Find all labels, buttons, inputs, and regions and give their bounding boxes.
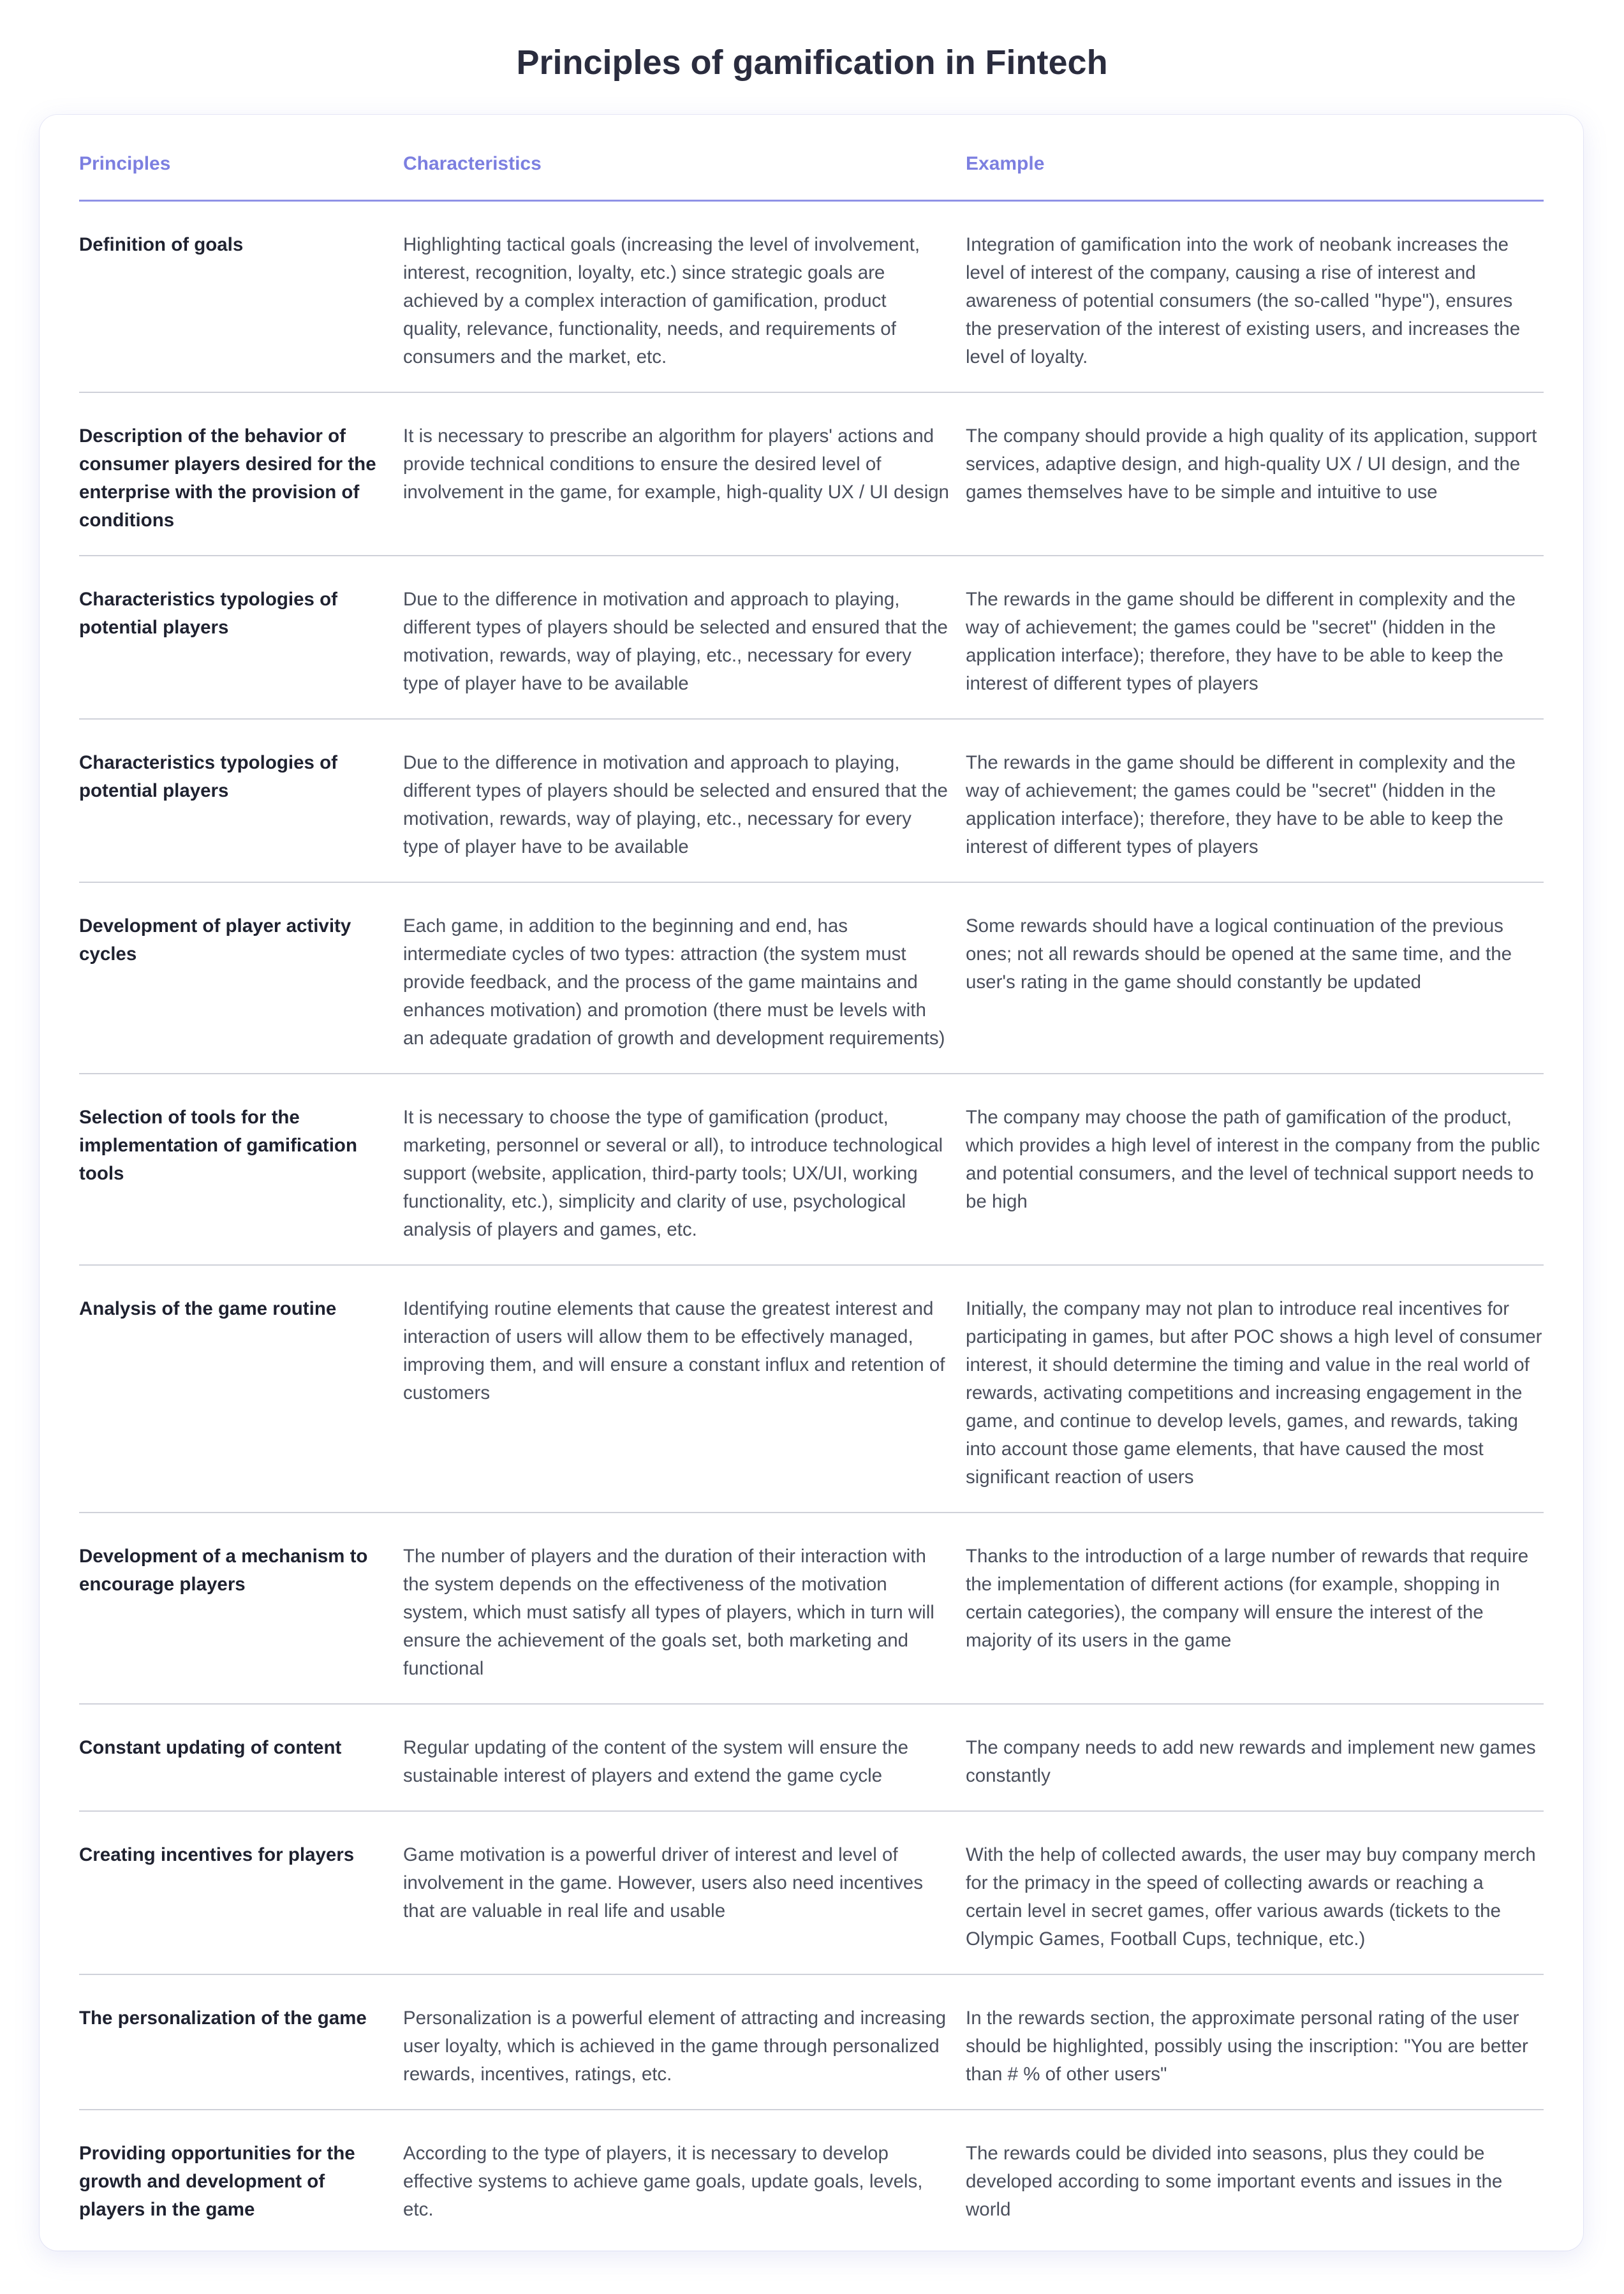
principle-cell: Constant updating of content: [79, 1704, 403, 1811]
example-cell: Some rewards should have a logical continuation of the previous ones; not all rewards should be opened at the same time, and the user's rating in the game should constantly be updated: [966, 882, 1544, 1074]
example-cell: The company may choose the path of gamification of the product, which provides a high level of interest in the company from the public and potential consumers, and the level of technical support needs to be high: [966, 1074, 1544, 1265]
characteristics-cell: According to the type of players, it is necessary to develop effective systems to achieve game goals, update goals, levels, etc.: [403, 2142, 923, 2220]
table-row: [79, 556, 1544, 719]
principle-cell: Description of the behavior of consumer players desired for the enterprise with the provision of conditions: [79, 392, 403, 556]
characteristics-cell: Highlighting tactical goals (increasing the level of involvement, interest, recognition, loyalty, etc.) since strategic goals are achieved by a complex interaction of gamification, product quality, relevance, functionality, needs, and requirements of consumers and the market, etc.: [403, 200, 966, 392]
principle-cell: The personalization of the game: [79, 1974, 403, 2110]
principle-cell: Characteristics typologies of potential players: [79, 556, 403, 719]
characteristics-cell: Personalization is a powerful element of attracting and increasing user loyalty, which is achieved in the game through personalized rewards, incentives, ratings, etc.: [403, 1974, 966, 2110]
example-cell: With the help of collected awards, the user may buy company merch for the primacy in the speed of collecting awards or reaching a certain level in secret games, offer various awards (tickets to the Olympic Games, Football Cups, technique, etc.): [966, 1811, 1544, 1974]
column-header-characteristics: Characteristics: [403, 115, 966, 200]
table-body: [79, 200, 1544, 2244]
table-row: [79, 1265, 1544, 1513]
characteristics-cell: Each game, in addition to the beginning and end, has intermediate cycles of two types: attraction (the system must provide feedback, and the process of the game maintains and enhances motivation) and promotion (there must be levels with an adequate gradation of growth and development requirements): [403, 882, 966, 1074]
characteristics-cell: It is necessary to choose the type of gamification (product, marketing, personnel or several or all), to introduce technological support (website, application, third-party tools; UX/UI, working functionality, etc.), simplicity and clarity of use, psychological analysis of players and games, etc.: [403, 1074, 966, 1265]
column-header-example: Example: [966, 115, 1544, 200]
principle-cell: Definition of goals: [79, 200, 403, 392]
table-row: [79, 392, 1544, 556]
example-cell: In the rewards section, the approximate personal rating of the user should be highlighted, possibly using the inscription: "You are better than # % of other users": [966, 1974, 1544, 2110]
example-cell: The company should provide a high quality of its application, support services, adaptive design, and high-quality UX / UI design, and the games themselves have to be simple and intuitive to use: [966, 392, 1544, 556]
example-cell: The rewards in the game should be different in complexity and the way of achievement; the games could be "secret" (hidden in the application interface); therefore, they have to be able to keep the interest of different types of players: [966, 556, 1544, 719]
example-cell: Thanks to the introduction of a large number of rewards that require the implementation of different actions (for example, shopping in certain categories), the company will ensure the interest of the majority of its users in the game: [966, 1513, 1544, 1704]
principle-cell: Development of player activity cycles: [79, 882, 403, 1074]
characteristics-cell: Regular updating of the content of the system will ensure the sustainable interest of players and extend the game cycle: [403, 1704, 966, 1811]
characteristics-cell: Due to the difference in motivation and approach to playing, different types of players should be selected and ensured that the motivation, rewards, way of playing, etc., necessary for every type of player have to be available: [403, 719, 966, 882]
table-row: [79, 1811, 1544, 1974]
example-cell: Initially, the company may not plan to introduce real incentives for participating in games, but after POC shows a high level of consumer interest, it should determine the timing and value in the real world of rewards, activating competitions and increasing engagement in the game, and continue to develop levels, games, and rewards, taking into account those game elements, that have caused the most significant reaction of users: [966, 1265, 1544, 1513]
table-row: [79, 1974, 1544, 2110]
table-row: [79, 1513, 1544, 1704]
characteristics-cell: Game motivation is a powerful driver of interest and level of involvement in the game. However, users also need incentives that are valuable in real life and usable: [403, 1811, 966, 1974]
principle-cell: Analysis of the game routine: [79, 1265, 403, 1513]
principle-cell: Development of a mechanism to encourage players: [79, 1513, 403, 1704]
table-row: [79, 2110, 1544, 2244]
characteristics-cell: Identifying routine elements that cause the greatest interest and interaction of users will allow them to be effectively managed, improving them, and will ensure a constant influx and retention of customers: [403, 1265, 966, 1513]
table-row: [79, 1074, 1544, 1265]
table-header-row: [79, 115, 1544, 200]
principle-cell: Characteristics typologies of potential players: [79, 719, 403, 882]
table-row: [79, 882, 1544, 1074]
example-cell: The company needs to add new rewards and implement new games constantly: [966, 1704, 1544, 1811]
page-title: Principles of gamification in Fintech: [516, 43, 1108, 82]
example-cell: Integration of gamification into the work of neobank increases the level of interest of the company, causing a rise of interest and awareness of potential consumers (the so-called "hype"), ensures the preservation of the interest of existing users, and increases the level of loyalty.: [966, 200, 1544, 392]
principle-cell: Creating incentives for players: [79, 1811, 403, 1974]
characteristics-cell: It is necessary to prescribe an algorithm for players' actions and provide technical conditions to ensure the desired level of involvement in the game, for example, high-quality UX / UI design: [403, 392, 966, 556]
principle-cell: Providing opportunities for the growth and development of players in the game: [79, 2142, 355, 2220]
table-row: [79, 719, 1544, 882]
table-row: [79, 200, 1544, 392]
table-row: [79, 1704, 1544, 1811]
example-cell: The rewards could be divided into seasons, plus they could be developed according to some important events and issues in the world: [966, 2142, 1503, 2220]
principles-table-card: [40, 115, 1583, 2251]
example-cell: The rewards in the game should be different in complexity and the way of achievement; the games could be "secret" (hidden in the application interface); therefore, they have to be able to keep the interest of different types of players: [966, 719, 1544, 882]
principles-table: [79, 115, 1544, 2244]
table-header: [79, 115, 1544, 200]
characteristics-cell: The number of players and the duration of their interaction with the system depends on the effectiveness of the motivation system, which must satisfy all types of players, which in turn will ensure the achievement of the goals set, both marketing and functional: [403, 1513, 966, 1704]
principle-cell: Selection of tools for the implementation of gamification tools: [79, 1074, 403, 1265]
column-header-principles: Principles: [79, 115, 403, 200]
characteristics-cell: Due to the difference in motivation and approach to playing, different types of players should be selected and ensured that the motivation, rewards, way of playing, etc., necessary for every type of player have to be available: [403, 556, 966, 719]
